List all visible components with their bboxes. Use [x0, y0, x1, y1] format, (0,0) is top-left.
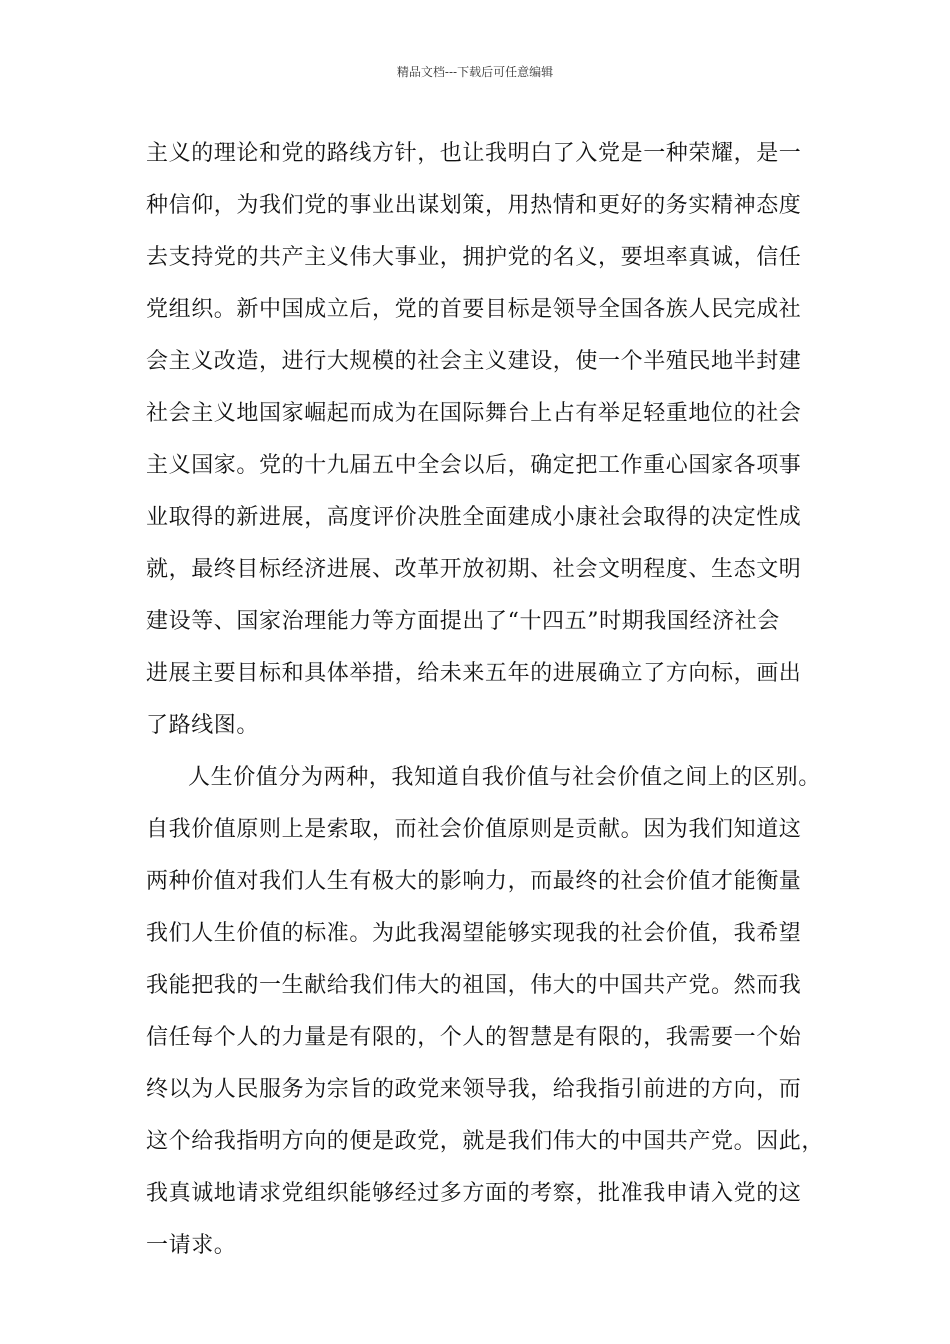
text-line: 人生价值分为两种，我知道自我价值与社会价值之间上的区别。	[188, 765, 821, 790]
text-line: 业取得的新进展，高度评价决胜全面建成小康社会取得的决定性成	[146, 505, 802, 530]
text-line: 了路线图。	[146, 713, 260, 738]
text-line: 主义的理论和党的路线方针，也让我明白了入党是一种荣耀，是一	[146, 141, 802, 166]
text-line: 进展主要目标和具体举措，给未来五年的进展确立了方向标，画出	[146, 661, 802, 686]
text-line: 会主义改造，进行大规模的社会主义建设，使一个半殖民地半封建	[146, 349, 802, 374]
paragraph-2	[146, 752, 825, 1272]
text-line: 一请求。	[146, 1233, 237, 1258]
text-line: 建设等、国家治理能力等方面提出了“十四五”时期我国经济社会	[146, 609, 780, 634]
text-line: 终以为人民服务为宗旨的政党来领导我，给我指引前进的方向，而	[146, 1077, 802, 1102]
paragraph-1	[146, 128, 818, 752]
text-line: 信任每个人的力量是有限的，个人的智慧是有限的，我需要一个始	[146, 1025, 802, 1050]
text-line: 两种价值对我们人生有极大的影响力，而最终的社会价值才能衡量	[146, 869, 802, 894]
text-line: 我真诚地请求党组织能够经过多方面的考察，批准我申请入党的这	[146, 1181, 802, 1206]
text-line: 这个给我指明方向的便是政党，就是我们伟大的中国共产党。因此，	[146, 1129, 825, 1154]
text-line: 种信仰，为我们党的事业出谋划策，用热情和更好的务实精神态度	[146, 193, 802, 218]
text-line: 社会主义地国家崛起而成为在国际舞台上占有举足轻重地位的社会	[146, 401, 802, 426]
text-line: 去支持党的共产主义伟大事业，拥护党的名义，要坦率真诚，信任	[146, 245, 802, 270]
page-header: 精品文档---下载后可任意编辑	[396, 65, 554, 79]
text-line: 自我价值原则上是索取，而社会价值原则是贡献。因为我们知道这	[146, 817, 802, 842]
document-body	[146, 128, 825, 1272]
text-line: 我能把我的一生献给我们伟大的祖国，伟大的中国共产党。然而我	[146, 973, 802, 998]
text-line: 党组织。新中国成立后，党的首要目标是领导全国各族人民完成社	[146, 297, 802, 322]
text-line: 我们人生价值的标准。为此我渴望能够实现我的社会价值，我希望	[146, 921, 802, 946]
text-line: 主义国家。党的十九届五中全会以后，确定把工作重心国家各项事	[146, 453, 802, 478]
text-line: 就，最终目标经济进展、改革开放初期、社会文明程度、生态文明	[146, 557, 802, 582]
